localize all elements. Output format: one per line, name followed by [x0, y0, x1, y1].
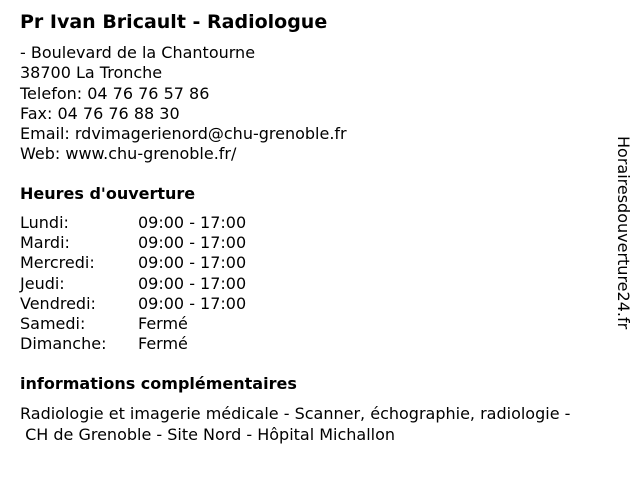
- info-line: Radiologie et imagerie médicale - Scanner, échographie, radiologie -: [20, 404, 571, 423]
- email-address: Email: rdvimagerienord@chu-grenoble.fr: [20, 124, 347, 144]
- page-title: Pr Ivan Bricault - Radiologue: [20, 11, 328, 33]
- brand-watermark: Horairesdouverture24.fr: [614, 136, 633, 330]
- website-address: Web: www.chu-grenoble.fr/: [20, 144, 237, 164]
- hours-time: 09:00 - 17:00: [138, 293, 247, 313]
- hours-day: Mercredi:: [20, 253, 95, 273]
- hours-day: Lundi:: [20, 213, 69, 232]
- hours-row-thursday: [20, 274, 246, 294]
- hours-row-tuesday: [20, 233, 246, 253]
- hours-time: Fermé: [138, 334, 188, 354]
- hours-time: Fermé: [138, 314, 188, 334]
- contact-block: [20, 43, 347, 165]
- hours-day: Dimanche:: [20, 334, 107, 354]
- hours-day: Vendredi:: [20, 293, 96, 313]
- info-heading: informations complémentaires: [20, 374, 297, 393]
- hours-day: Mardi:: [20, 233, 70, 253]
- hours-row-sunday: [20, 334, 246, 354]
- hours-day: Samedi:: [20, 314, 86, 334]
- address-city: 38700 La Tronche: [20, 63, 163, 83]
- hours-row-friday: [20, 294, 246, 314]
- hours-day: Jeudi:: [20, 273, 65, 293]
- hours-row-wednesday: [20, 253, 246, 273]
- hours-time: 09:00 - 17:00: [138, 233, 247, 253]
- hours-time: 09:00 - 17:00: [138, 273, 247, 293]
- phone-number: Telefon: 04 76 76 57 86: [20, 83, 210, 103]
- opening-hours-table: [20, 213, 246, 354]
- info-line: CH de Grenoble - Site Nord - Hôpital Michallon: [20, 424, 396, 444]
- address-street: - Boulevard de la Chantourne: [20, 43, 256, 62]
- hours-row-monday: [20, 213, 246, 233]
- info-description: [20, 404, 630, 445]
- fax-number: Fax: 04 76 76 88 30: [20, 103, 180, 123]
- hours-row-saturday: [20, 314, 246, 334]
- hours-time: 09:00 - 17:00: [138, 253, 247, 273]
- hours-heading: Heures d'ouverture: [20, 184, 196, 203]
- hours-time: 09:00 - 17:00: [138, 213, 247, 232]
